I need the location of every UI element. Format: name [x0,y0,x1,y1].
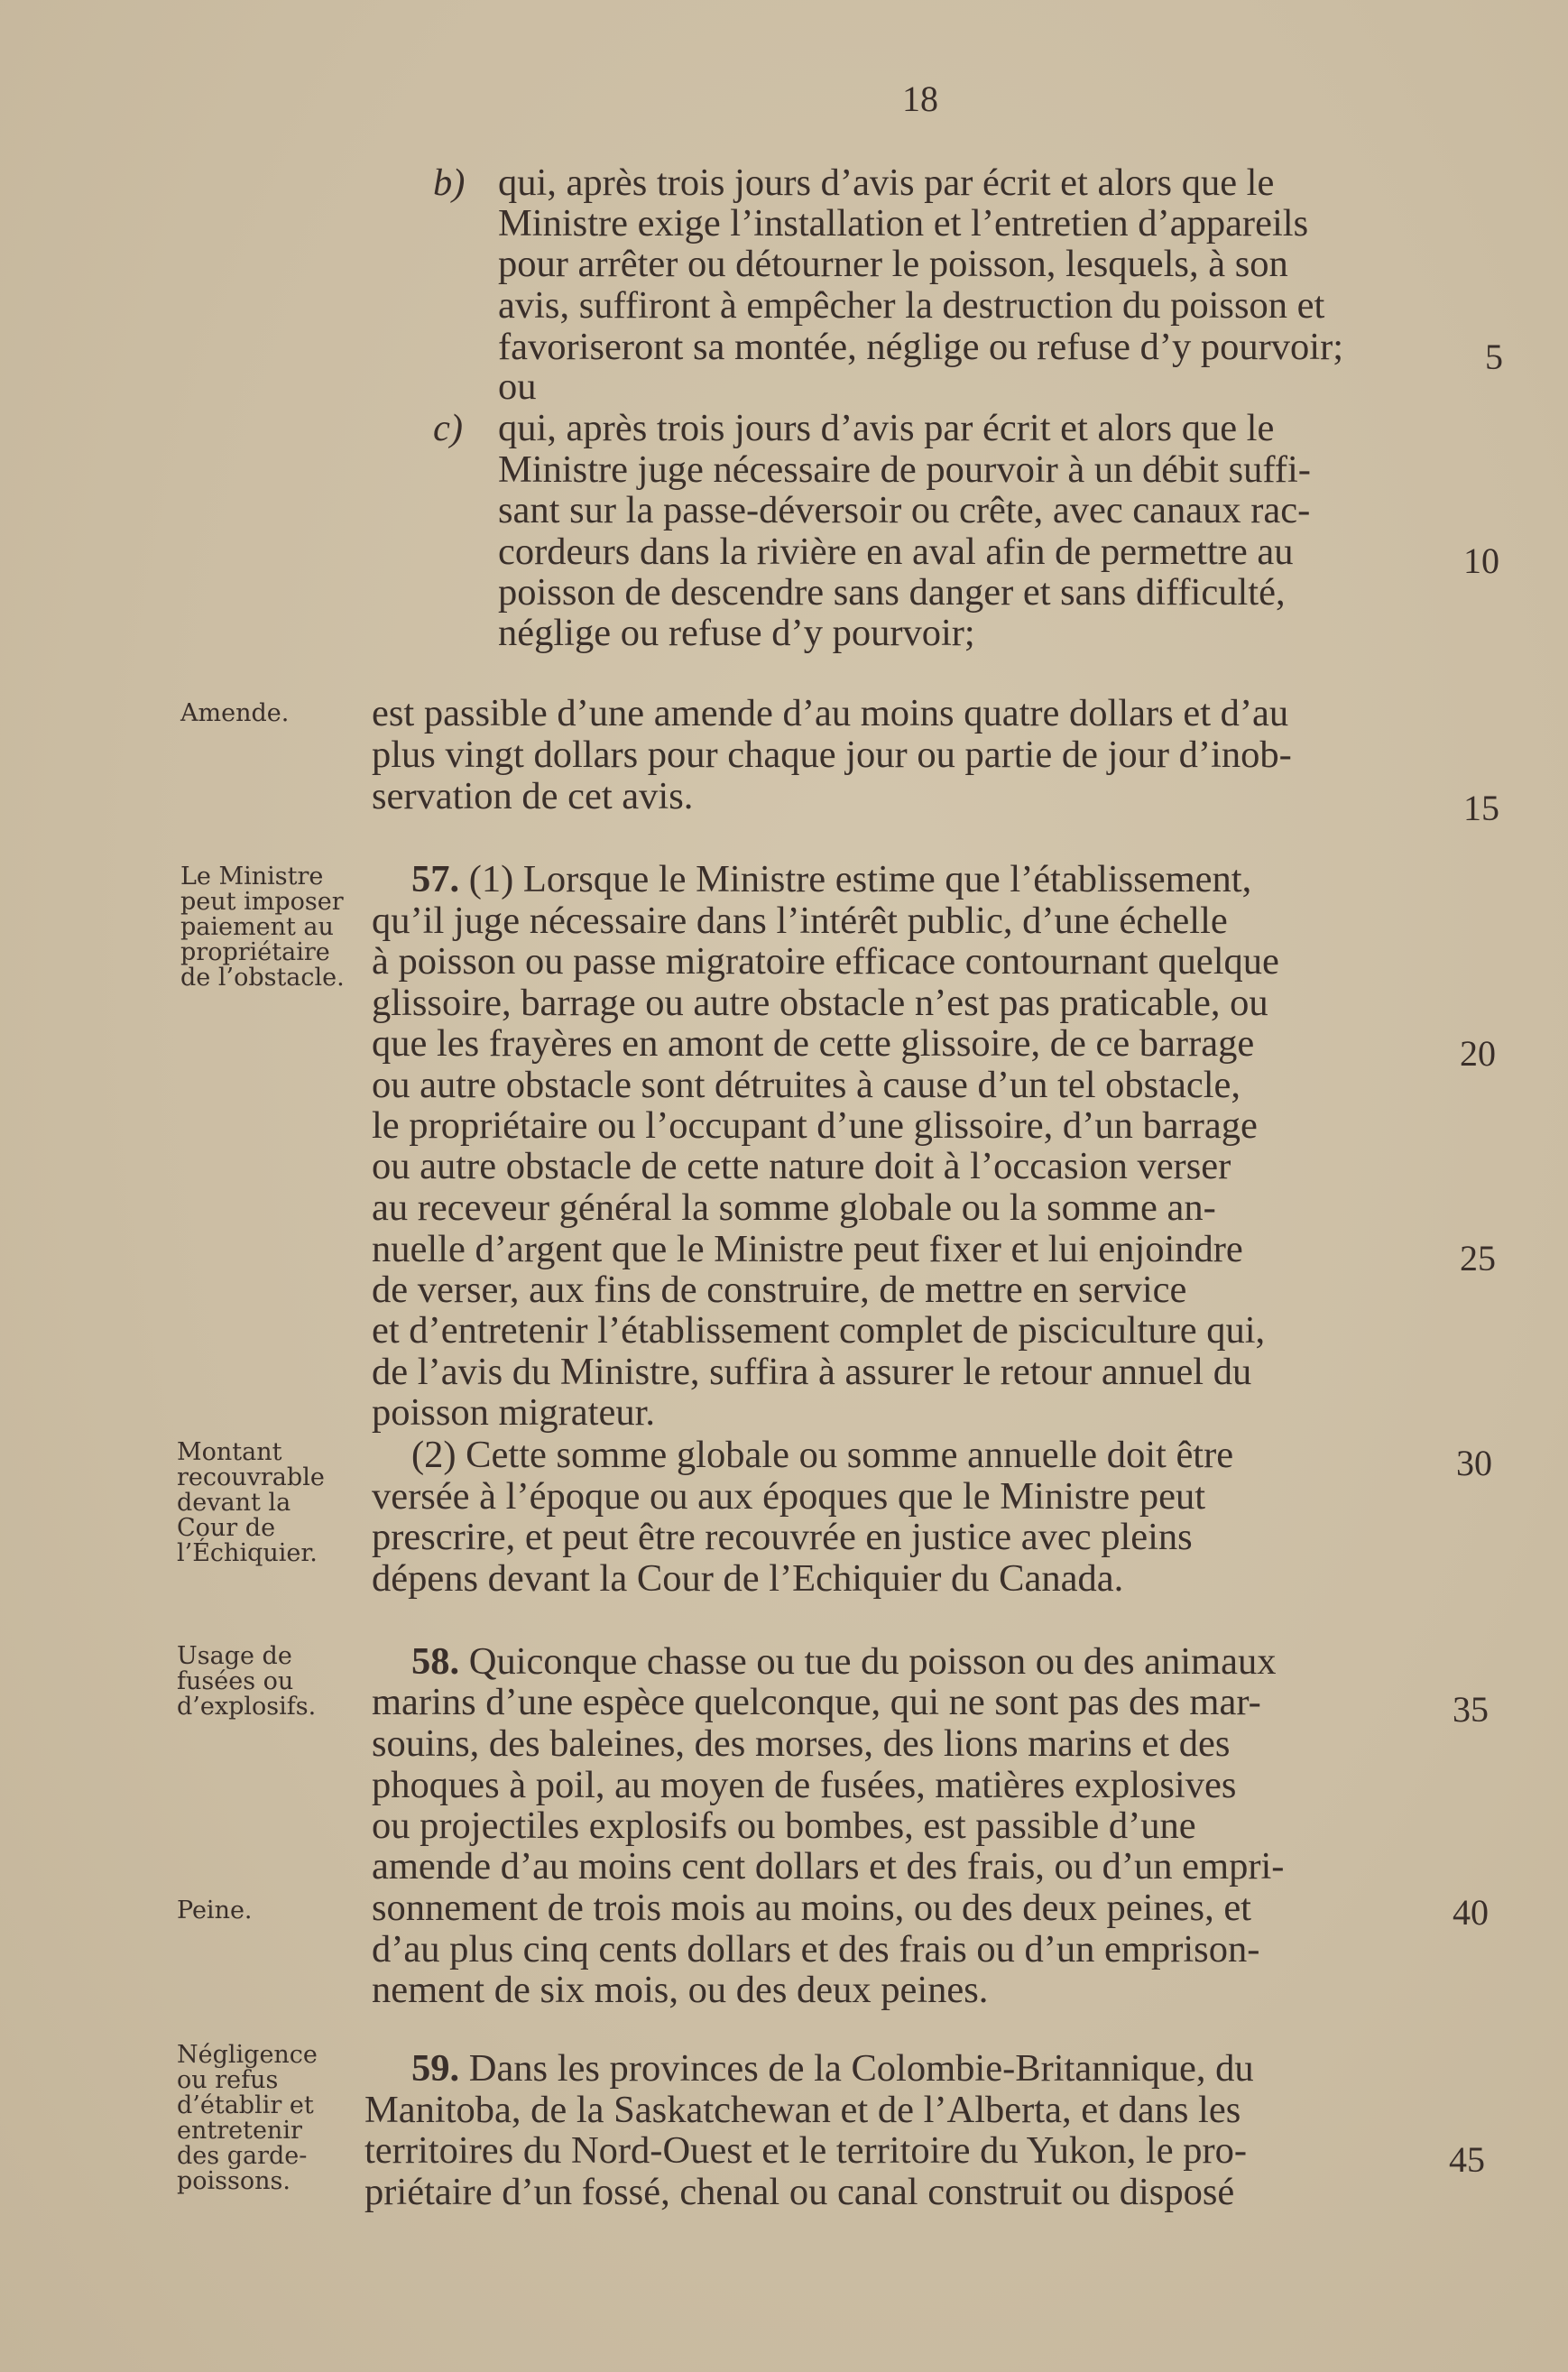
item-b-line: ou [498,365,537,408]
margin-note-negligence: ou refus [177,2066,279,2094]
margin-note-montant: l’Échiquier. [177,1539,318,1567]
item-c-letter: c) [433,407,464,449]
margin-note-negligence: des garde- [177,2142,308,2170]
margin-note-usage: Usage de [177,1642,292,1670]
sec57-line: de l’avis du Ministre, suffira à assurer le retour annuel du [372,1351,1252,1393]
line-number: 15 [1463,788,1499,828]
margin-note-peine: Peine. [177,1897,253,1924]
sec57-line: qu’il juge nécessaire dans l’intérêt public, d’une échelle [372,900,1228,942]
sec57-sub2-line: prescrire, et peut être recouvrée en justice avec pleins [372,1516,1193,1558]
item-b-line: qui, après trois jours d’avis par écrit et alors que le [498,162,1275,204]
margin-note-ministre: de l’obstacle. [180,964,345,992]
item-b-letter: b) [433,162,466,204]
margin-note-montant: Cour de [177,1514,276,1542]
sec59-number: 59. [411,2047,460,2090]
sec57-line: de verser, aux fins de construire, de mettre en service [372,1269,1187,1311]
sec57-line: ou autre obstacle de cette nature doit à l’occasion verser [372,1145,1231,1187]
sec57-line: ou autre obstacle sont détruites à cause d’un tel obstacle, [372,1064,1241,1106]
sec57-line: nuelle d’argent que le Ministre peut fixer et lui enjoindre [372,1228,1243,1270]
line-number: 40 [1453,1892,1489,1933]
margin-note-negligence: poissons. [177,2167,291,2195]
sec59-line: territoires du Nord-Ouest et le territoire du Yukon, le pro- [364,2129,1247,2172]
sec58-number: 58. [411,1640,460,1683]
sec59-line: priétaire d’un fossé, chenal ou canal construit ou disposé [364,2171,1235,2213]
page-number: 18 [902,78,938,119]
line-number: 10 [1463,540,1499,581]
margin-note-usage: d’explosifs. [177,1693,317,1721]
sec57-line: et d’entretenir l’établissement complet de pisciculture qui, [372,1309,1266,1352]
item-b-line: pour arrêter ou détourner le poisson, lesquels, à son [498,243,1288,285]
margin-note-usage: fusées ou [177,1667,294,1695]
line-number: 45 [1449,2139,1485,2180]
margin-note-ministre: paiement au [180,913,334,941]
amende-line: plus vingt dollars pour chaque jour ou partie de jour d’inob- [372,734,1292,776]
item-c-line: qui, après trois jours d’avis par écrit et alors que le [498,407,1275,449]
item-b-line: favoriseront sa montée, néglige ou refuse d’y pourvoir; [498,326,1344,368]
amende-line: est passible d’une amende d’au moins quatre dollars et d’au [372,692,1289,734]
sec58-line: sonnement de trois mois au moins, ou des deux peines, et [372,1887,1251,1929]
sec59-line: Manitoba, de la Saskatchewan et de l’Alberta, et dans les [364,2089,1241,2131]
sec57-sub2-line: versée à l’époque ou aux époques que le Ministre peut [372,1475,1206,1518]
margin-note-montant: recouvrable [177,1463,325,1491]
item-c-line: poisson de descendre sans danger et sans difficulté, [498,571,1286,614]
sec57-line: le propriétaire ou l’occupant d’une glissoire, d’un barrage [372,1104,1258,1147]
item-c-line: Ministre juge nécessaire de pourvoir à un débit suffi- [498,448,1311,491]
sec58-line: souins, des baleines, des morses, des lions marins et des [372,1722,1231,1765]
sec58-line: 58. Quiconque chasse ou tue du poisson ou des animaux [411,1640,1277,1683]
margin-note-negligence: d’établir et [177,2091,314,2119]
line-number: 20 [1460,1033,1496,1074]
margin-note-montant: devant la [177,1489,291,1517]
sec57-line: poisson migrateur. [372,1391,655,1434]
item-b-line: Ministre exige l’installation et l’entretien d’appareils [498,202,1309,245]
margin-note-ministre: propriétaire [180,938,330,966]
sec58-line: phoques à poil, au moyen de fusées, matières explosives [372,1764,1237,1806]
item-b-line: avis, suffiront à empêcher la destruction du poisson et [498,284,1325,327]
sec57-line: au receveur général la somme globale ou la somme an- [372,1186,1216,1229]
sec57-sub2-line: dépens devant la Cour de l’Echiquier du Canada. [372,1557,1124,1600]
sec57-line: 57. (1) Lorsque le Ministre estime que l’établissement, [411,858,1252,900]
sec58-line: ou projectiles explosifs ou bombes, est passible d’une [372,1804,1196,1847]
sec57-number: 57. [411,858,460,900]
margin-note-amende: Amende. [180,699,290,727]
line-number: 35 [1453,1689,1489,1730]
sec58-line: d’au plus cinq cents dollars et des frais ou d’un emprison- [372,1928,1260,1971]
sec57-sub2-line: (2) Cette somme globale ou somme annuelle doit être [411,1434,1234,1476]
sec57-line: que les frayères en amont de cette glissoire, de ce barrage [372,1022,1255,1065]
margin-note-montant: Montant [177,1438,282,1466]
sec57-line: glissoire, barrage ou autre obstacle n’est pas praticable, ou [372,982,1268,1024]
sec59-line: 59. Dans les provinces de la Colombie-Britannique, du [411,2047,1254,2090]
sec58-line: amende d’au moins cent dollars et des frais, ou d’un empri- [372,1845,1285,1887]
sec58-line: nement de six mois, ou des deux peines. [372,1969,989,2011]
sec58-line: marins d’une espèce quelconque, qui ne sont pas des mar- [372,1681,1261,1723]
item-c-line: néglige ou refuse d’y pourvoir; [498,612,975,654]
sec57-line: à poisson ou passe migratoire efficace contournant quelque [372,940,1279,983]
line-number: 25 [1460,1238,1496,1278]
margin-note-ministre: Le Ministre [180,863,324,891]
item-c-line: sant sur la passe-déversoir ou crête, avec canaux rac- [498,489,1311,531]
item-c-line: cordeurs dans la rivière en aval afin de permettre au [498,531,1294,573]
margin-note-negligence: Négligence [177,2041,318,2069]
margin-note-negligence: entretenir [177,2117,302,2145]
amende-line: servation de cet avis. [372,775,694,817]
line-number: 30 [1456,1443,1492,1483]
line-number: 5 [1485,337,1503,377]
margin-note-ministre: peut imposer [180,888,344,916]
